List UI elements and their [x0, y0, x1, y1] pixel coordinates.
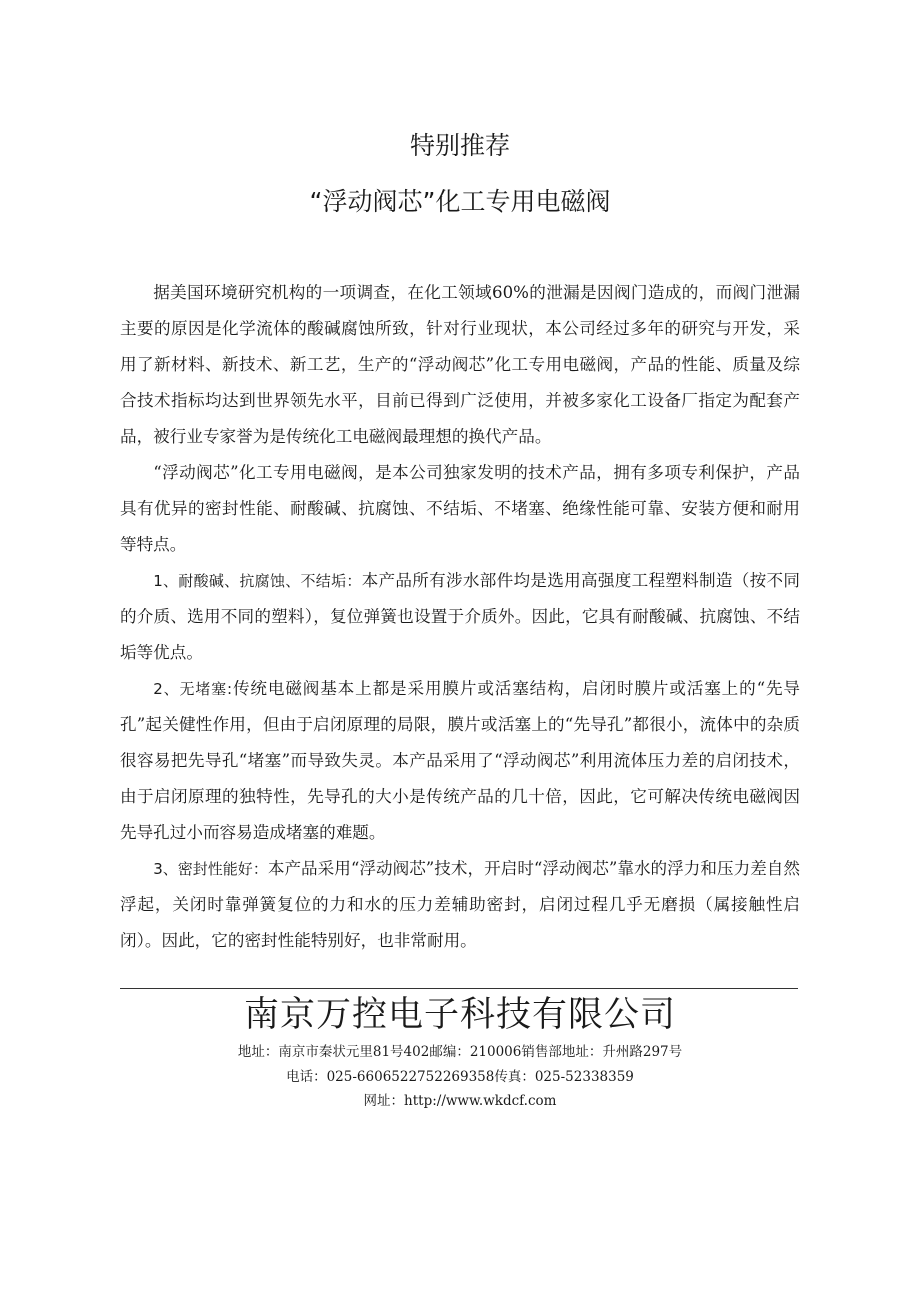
address-line: 地址：南京市秦状元里81号402邮编：210006销售部地址：升州路297号 — [237, 1044, 683, 1060]
footer-divider — [120, 988, 798, 989]
company-name: 南京万控电子科技有限公司 — [243, 995, 676, 1035]
product-paragraph: “浮动阀芯”化工专用电磁阀，是本公司独家发明的技术产品，拥有多项专利保护，产品具有优异的密封性能、耐酸碱、抗腐蚀、不结垢、不堵塞、绝缘性能可靠、安装方便和耐用等特点。 — [120, 463, 800, 554]
feature-2-heading: 2、无堵塞: — [153, 680, 233, 698]
feature-2-text: 传统电磁阀基本上都是采用膜片或活塞结构，启闭时膜片或活塞上的“先导孔”起关健性作用，但由于启闭原理的局限，膜片或活塞上的“先导孔”都很小，流体中的杂质很容易把先导孔“堵塞”而导致失灵。本产品采用了“浮动阀芯”利用流体压力差的启闭技术，由于启闭原理的独特性，先导孔的大小是传统产品的几十倍，因此，它可解决传统电磁阀因先导孔过小而容易造成堵塞的难题。 — [120, 679, 800, 842]
page-title: 特别推荐 — [409, 131, 510, 160]
feature-3-text: 本产品采用“浮动阀芯”技术，开启时“浮动阀芯”靠水的浮力和压力差自然浮起，关闭时靠弹簧复位的力和水的压力差辅助密封，启闭过程几乎无磨损（属接触性启闭）。因此，它的密封性能特别好，也非常耐用。 — [120, 859, 801, 950]
phone-line: 电话：025-6606522752269358传真：025-52338359 — [286, 1069, 634, 1085]
website-line: 网址：http://www.wkdcf.com — [363, 1093, 557, 1109]
feature-item-3 — [120, 851, 800, 959]
feature-item-2 — [120, 671, 800, 851]
product-title: “浮动阀芯”化工专用电磁阀 — [309, 187, 611, 216]
intro-paragraph: 据美国环境研究机构的一项调查，在化工领域60%的泄漏是因阀门造成的，而阀门泄漏主要的原因是化学流体的酸碱腐蚀所致，针对行业现状，本公司经过多年的研究与开发，采用了新材料、新技术、新工艺，生产的“浮动阀芯”化工专用电磁阀，产品的性能、质量及综合技术指标均达到世界领先水平，目前已得到广泛使用，并被多家化工设备厂指定为配套产品，被行业专家誉为是传统化工电磁阀最理想的换代产品。 — [120, 283, 800, 446]
feature-1-heading: 1、耐酸碱、抗腐蚀、不结垢： — [153, 572, 362, 590]
article-body — [120, 275, 800, 959]
feature-item-1 — [120, 563, 800, 671]
feature-3-heading: 3、密封性能好： — [153, 860, 268, 878]
feature-1-text: 本产品所有涉水部件均是选用高强度工程塑料制造（按不同的介质、选用不同的塑料），复位弹簧也设置于介质外。因此，它具有耐酸碱、抗腐蚀、不结垢等优点。 — [120, 571, 801, 662]
